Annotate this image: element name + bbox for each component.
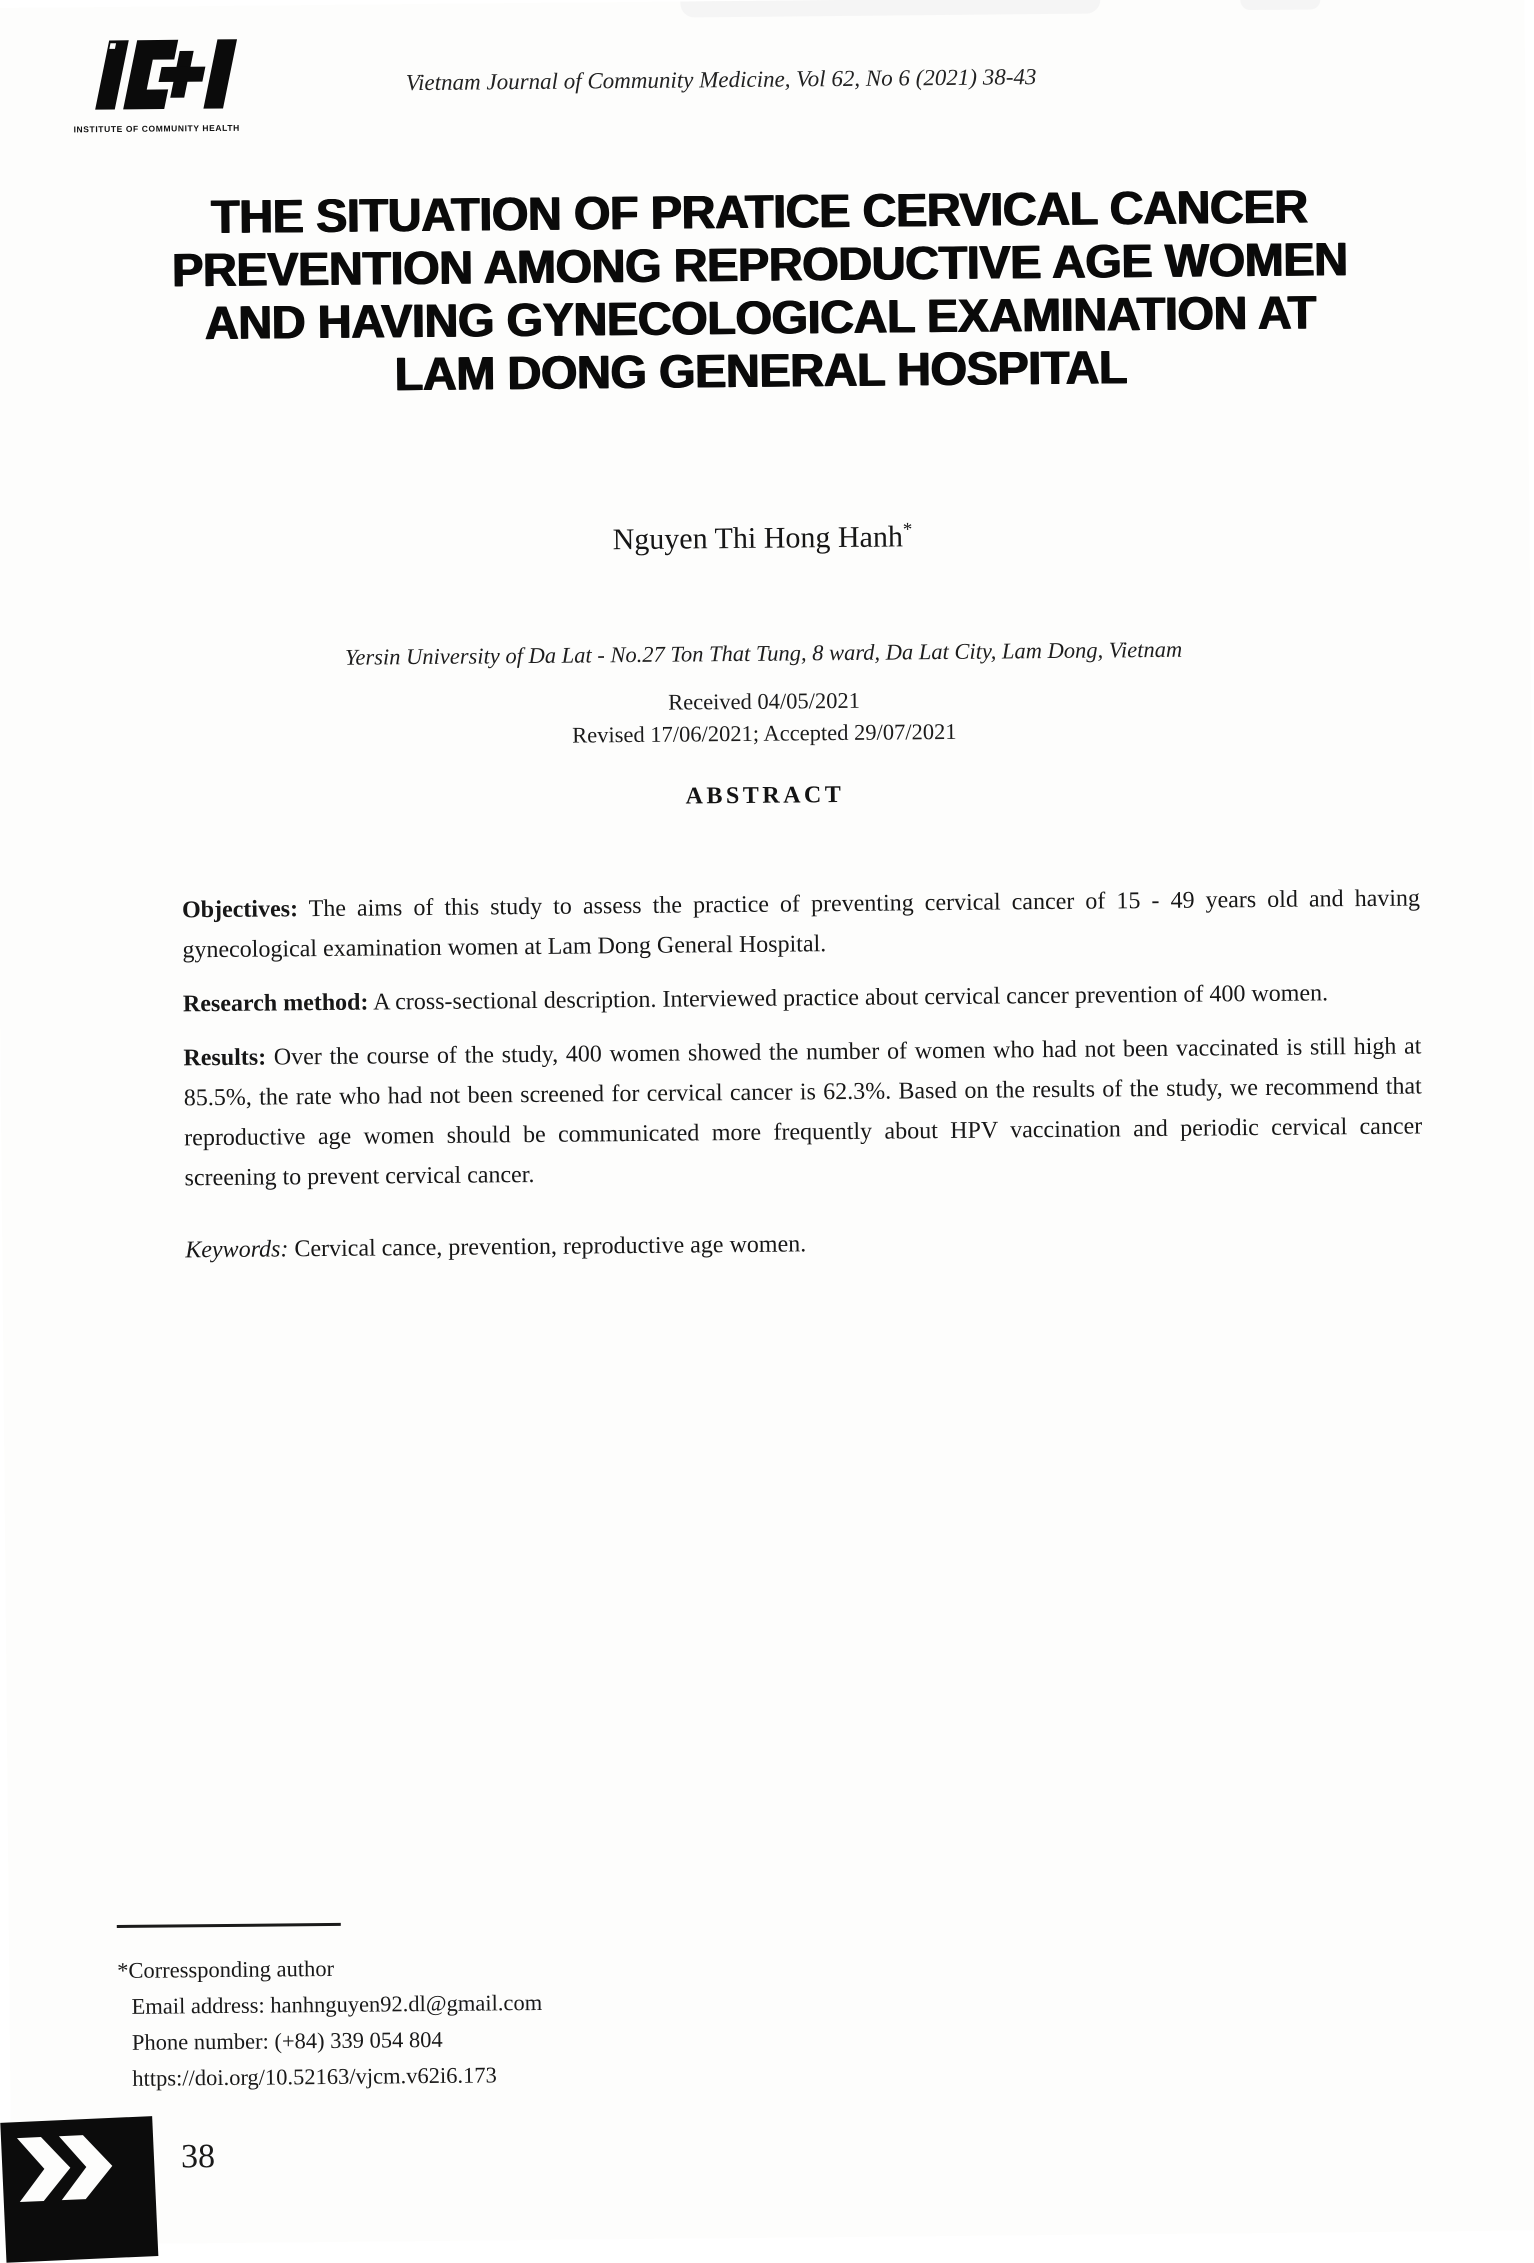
author-name	[0, 513, 1530, 563]
paper-title	[52, 178, 1468, 404]
keywords-text: Cervical cance, prevention, reproductive age women.	[288, 1231, 807, 1263]
title-line-3: AND HAVING GYNECOLOGICAL EXAMINATION AT	[204, 285, 1317, 350]
logo-caption: INSTITUTE OF COMMUNITY HEALTH	[73, 122, 240, 135]
objectives-label: Objectives:	[181, 896, 299, 924]
footnote-rule	[117, 1923, 341, 1928]
journal-header-line: Vietnam Journal of Community Medicine, Vol 62, No 6 (2021) 38-43	[405, 64, 1037, 96]
phone-number: Phone number: (+84) 339 054 804	[131, 2026, 443, 2055]
keywords-label: Keywords:	[185, 1236, 289, 1264]
method-label: Research method:	[182, 989, 369, 1018]
revised-accepted-dates: Revised 17/06/2021; Accepted 29/07/2021	[572, 718, 957, 748]
journal-logo	[73, 31, 274, 134]
footnote-block	[117, 1946, 818, 2097]
scan-smudge	[1240, 0, 1320, 10]
author-name-text: Nguyen Thi Hong Hanh	[612, 520, 904, 557]
abstract-paragraph-results	[183, 1026, 1422, 1198]
double-chevron-icon	[11, 2125, 144, 2211]
results-label: Results:	[183, 1044, 267, 1072]
email-address: Email address: hanhnguyen92.dl@gmail.com	[131, 1989, 543, 2019]
abstract-paragraph-objectives	[182, 878, 1421, 970]
method-text: A cross-sectional description. Interviewed practice about cervical cancer prevention of 400 women.	[368, 980, 1329, 1016]
scan-smudge	[680, 0, 1100, 18]
abstract-paragraph-method	[183, 972, 1421, 1024]
affiliation: Yersin University of Da Lat - No.27 Ton That Tung, 8 ward, Da Lat City, Lam Dong, Vietnam	[344, 636, 1183, 670]
keywords-line	[185, 1218, 1423, 1270]
received-date: Received 04/05/2021	[668, 687, 861, 715]
corresponding-author-note: *Corressponding author	[117, 1955, 335, 1984]
abstract-heading: ABSTRACT	[685, 781, 845, 810]
corresponding-author-marker: *	[902, 519, 913, 541]
title-line-2: PREVENTION AMONG REPRODUCTIVE AGE WOMEN	[171, 232, 1348, 297]
objectives-text: The aims of this study to assess the practice of preventing cervical cancer of 15 - 49 years old and having gynecological examination women at Lam Dong General Hospital.	[182, 885, 1421, 964]
page-corner-block	[0, 2116, 158, 2263]
doi-link: https://doi.org/10.52163/vjcm.v62i6.173	[132, 2062, 497, 2091]
abstract-body	[182, 878, 1424, 1284]
title-line-1: THE SITUATION OF PRATICE CERVICAL CANCER	[210, 179, 1308, 244]
ich-logo-icon	[73, 32, 264, 118]
results-text: Over the course of the study, 400 women showed the number of women who had not been vaccinated is still high at 85.5%, the rate who had not been screened for cervical cancer is 62.3%. Based on the results of the study, we recommend that reproductive age women should be communicated more frequently about HPV vaccination and periodic cervical cancer screening to prevent cervical cancer.	[183, 1033, 1423, 1192]
page-number: 38	[180, 2138, 216, 2176]
title-line-4: LAM DONG GENERAL HOSPITAL	[394, 340, 1128, 401]
